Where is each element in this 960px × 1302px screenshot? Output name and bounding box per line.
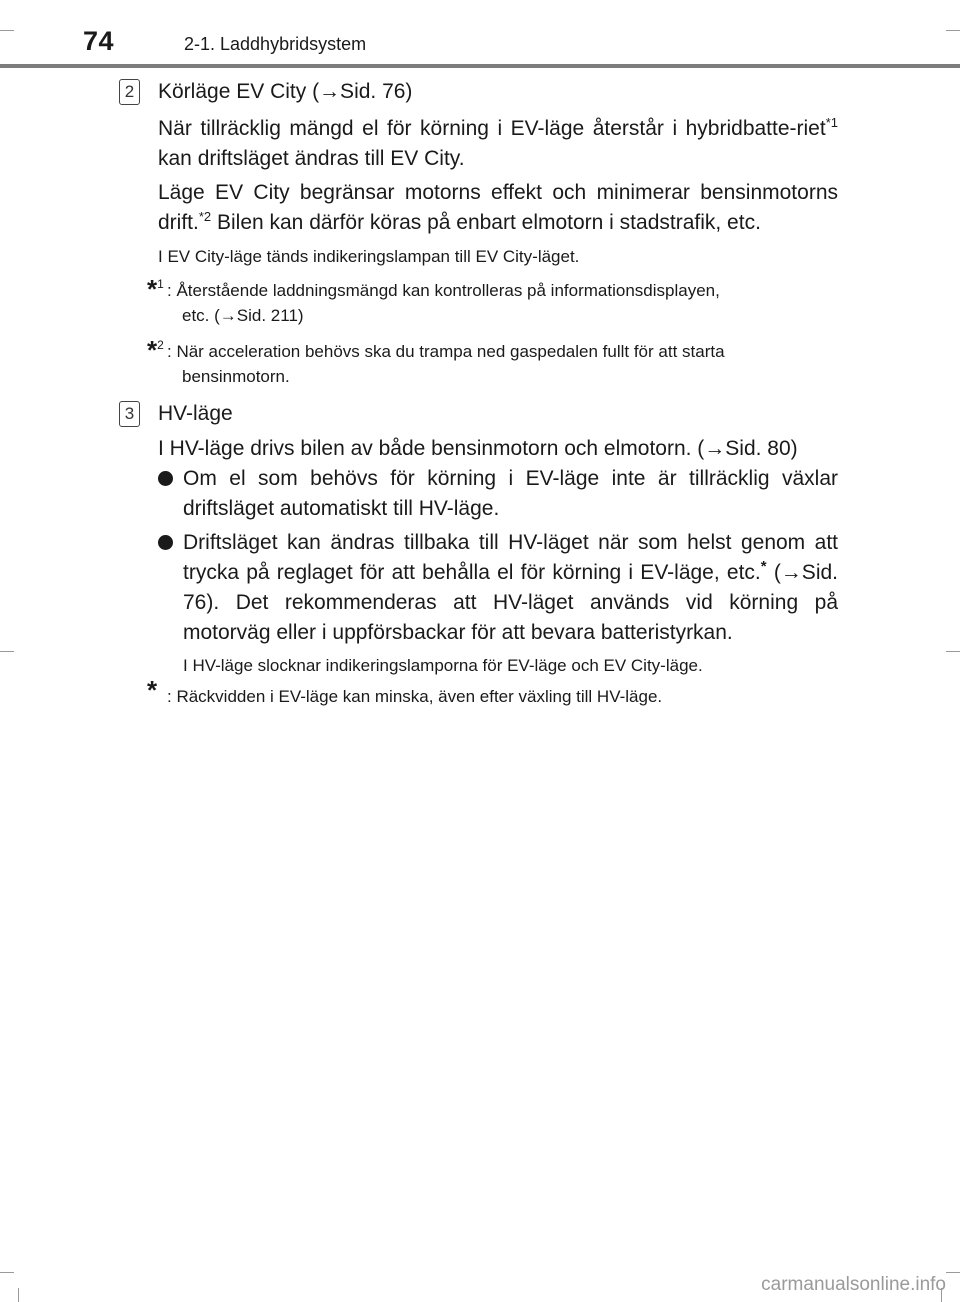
section-number-3: 3 xyxy=(119,401,140,427)
footnote-mark: * xyxy=(147,675,158,705)
note-ev-city-lamp: I EV City-läge tänds indikeringslampan till EV City-läget. xyxy=(158,247,580,266)
section-number-2: 2 xyxy=(119,79,140,105)
watermark: carmanualsonline.info xyxy=(761,1274,946,1295)
crop-mark xyxy=(0,30,14,31)
footnote-ref: * xyxy=(760,558,767,575)
bullet-hv-switch: Driftsläget kan ändras tillbaka till HV-läget när som helst genom att trycka på reglaget för att behålla el för körning i EV-läge, etc.* (→Sid. 76). Det rekommenderas att HV-läget används vid körning på motorväg eller i uppförsbackar för att bevara batteristyrkan. xyxy=(183,531,838,644)
section-title: 2-1. Laddhybridsystem xyxy=(184,34,367,54)
paragraph-ev-city-condition: När tillräcklig mängd el för körning i EV-läge återstår i hybridbatte-riet$^{*1}$ kan driftsläget ändras till EV City. xyxy=(158,115,838,170)
paragraph-hv-drive: I HV-läge drivs bilen av både bensinmotorn och elmotorn. (→Sid. 80) xyxy=(158,437,798,460)
footnote-ref-2: *2 xyxy=(198,209,212,224)
page-number: 74 xyxy=(83,26,115,56)
header-rule xyxy=(0,64,960,68)
crop-mark xyxy=(0,1272,14,1273)
crop-mark xyxy=(18,1288,19,1302)
section-heading-hv: HV-läge xyxy=(158,402,233,425)
footnote-mark: *$^2$ xyxy=(147,335,164,365)
bullet-icon xyxy=(158,535,173,550)
footnote-mark: *$^1$ xyxy=(147,274,164,304)
bullet-hv-auto: Om el som behövs för körning i EV-läge inte är tillräcklig växlar driftsläget automatiskt till HV-läge. xyxy=(183,467,838,520)
paragraph-ev-city-effect: Läge EV City begränsar motorns effekt och minimerar bensinmotorns drift.$^{*2}$ Bilen kan därför köras på enbart elmotorn i stadstrafik, etc. xyxy=(158,181,838,234)
crop-mark xyxy=(946,1272,960,1273)
crop-mark xyxy=(946,651,960,652)
note-hv-lamps: I HV-läge slocknar indikeringslamporna för EV-läge och EV City-läge. xyxy=(183,656,703,675)
bullet-icon xyxy=(158,471,173,486)
section-heading-ev-city: Körläge EV City (→Sid. 76) xyxy=(158,80,413,103)
crop-mark xyxy=(946,30,960,31)
footnote-ref-1: *1 xyxy=(825,115,838,130)
crop-mark xyxy=(0,651,14,652)
